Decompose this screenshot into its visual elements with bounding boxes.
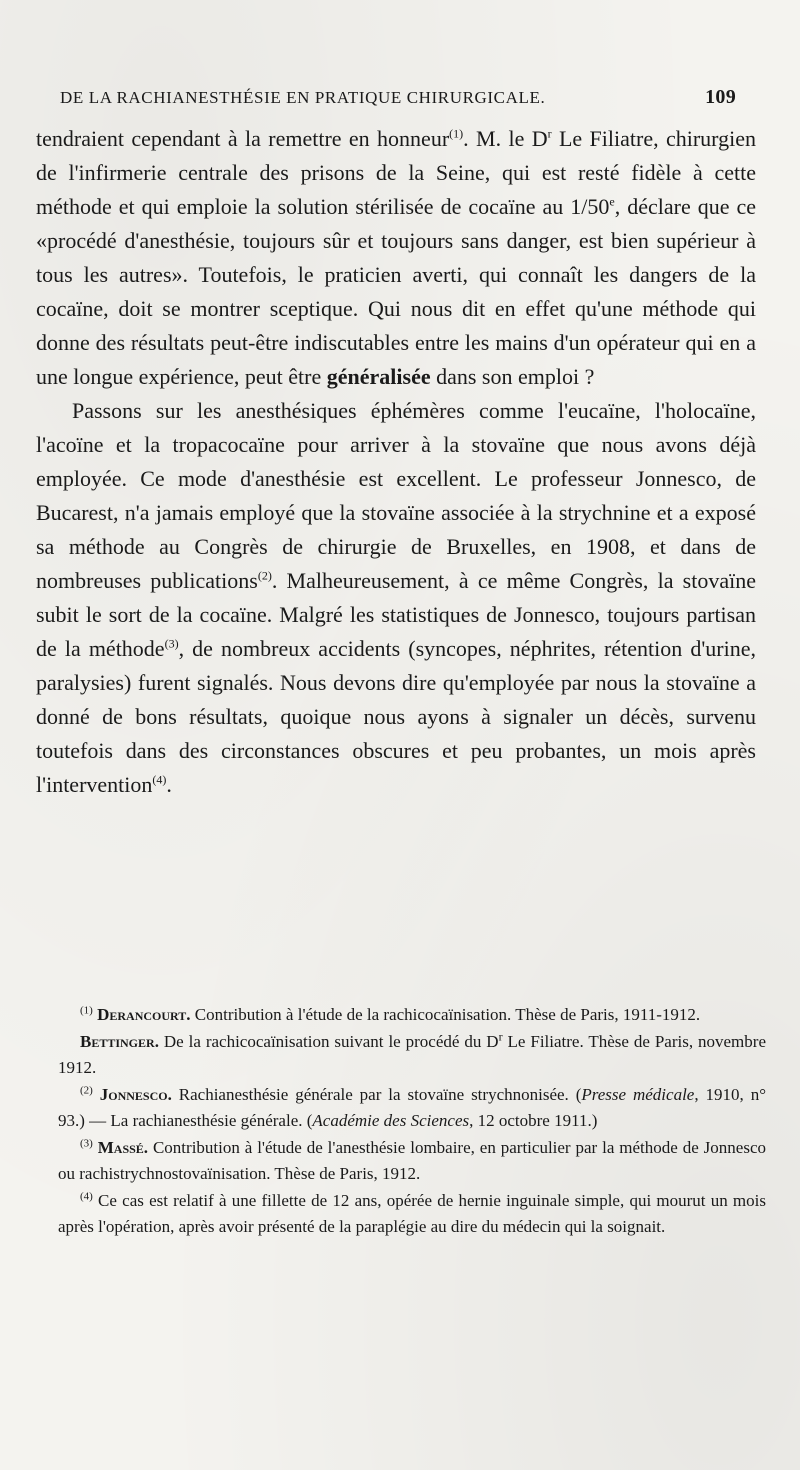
paragraph-2-text-d: .: [166, 772, 172, 797]
footnote-4: [58, 1188, 766, 1241]
footnote-ref-2: (2): [257, 568, 272, 583]
footnote-4-marker: (4): [80, 1189, 93, 1202]
footnote-1: [58, 1002, 766, 1029]
footnote-1-text-c: Le Filiatre. Thèse de Paris, novembre 1912.: [58, 1031, 766, 1077]
footnote-4-text: Ce cas est relatif à une fillette de 12 ans, opérée de hernie inguinale simple, qui mourut un mois après l'opération, après avoir présenté de la paraplégie au dire du médecin qui la soignait.: [58, 1190, 766, 1236]
paragraph-2-text-b: . Malheureusement, à ce même Congrès, la stovaïne subit le sort de la cocaïne. Malgré les statistiques de Jonnesco, toujours partisan de la méthode: [36, 568, 756, 661]
page-header: [60, 86, 736, 109]
footnote-1-author-a: Derancourt.: [97, 1005, 191, 1024]
body-text: [36, 122, 756, 802]
footnote-2-journal: Presse médicale: [581, 1084, 695, 1104]
footnote-ref-3: (3): [164, 636, 179, 651]
paragraph-1: [36, 122, 756, 394]
page-number: 109: [705, 86, 736, 108]
paragraph-1-text-e: dans son emploi ?: [430, 364, 595, 389]
footnote-1-text-b: De la rachicocaïnisation suivant le procédé du D: [158, 1031, 499, 1051]
footnote-2-text-c: , 12 octobre 1911.): [469, 1111, 598, 1130]
paragraph-2-text-c: , de nombreux accidents (syncopes, néphrites, rétention d'urine, paralysies) furent signalés. Nous devons dire qu'employée par nous la stovaïne a donné de bons résultats, quoique nous ayons à signaler un décès, survenu toutefois dans des circonstances obscures et peu probantes, un mois après l'intervention: [36, 636, 756, 797]
footnote-1b: [58, 1029, 766, 1082]
footnote-1-marker: (1): [80, 1004, 93, 1017]
footnote-3-author: Massé.: [97, 1137, 149, 1157]
bold-word: généralisée: [326, 364, 431, 389]
paragraph-1-text-b: . M. le D: [463, 126, 548, 151]
footnote-2-marker: (2): [80, 1083, 93, 1096]
paragraph-2: [36, 394, 756, 802]
footnote-2-text-a: Rachianesthésie générale par la stovaïne strychnonisée. (: [171, 1084, 582, 1104]
footnote-2: [58, 1082, 766, 1135]
footnote-3-marker: (3): [80, 1136, 93, 1149]
running-title: DE LA RACHIANESTHÉSIE EN PRATIQUE CHIRURGICALE.: [60, 88, 546, 107]
footnote-3: [58, 1135, 766, 1188]
footnote-2-journal-b: Académie des Sciences: [312, 1111, 470, 1130]
footnote-3-text: Contribution à l'étude de l'anesthésie lombaire, en particulier par la méthode de Jonnesco ou rachistrychnostovaïnisation. Thèse de Paris, 1912.: [58, 1137, 766, 1183]
paragraph-1-text-c: Le Filiatre, chirurgien de l'infirmerie centrale des prisons de la Seine, qui est resté fidèle à cette méthode et qui emploie la solution stérilisée de cocaïne au 1/50: [36, 126, 756, 219]
footnote-1-superscript-r: r: [498, 1028, 503, 1043]
footnote-ref-4: (4): [152, 772, 167, 787]
superscript-e: e: [609, 194, 615, 209]
paragraph-2-text-a: Passons sur les anesthésiques éphémères comme l'eucaïne, l'holocaïne, l'acoïne et la tropacocaïne pour arriver à la stovaïne que nous avons déjà employée. Ce mode d'anesthésie est excellent. Le professeur Jonnesco, de Bucarest, n'a jamais employé que la stovaïne associée à la strychnine et a exposé sa méthode au Congrès de chirurgie de Bruxelles, en 1908, et dans de nombreuses publications: [36, 398, 756, 593]
paragraph-1-text-d: , déclare que ce «procédé d'anesthésie, toujours sûr et toujours sans danger, est bien supérieur à tous les autres». Toutefois, le praticien averti, qui connaît les dangers de la cocaïne, doit se montrer sceptique. Qui nous dit en effet qu'une méthode qui donne des résultats peut-être indiscutables entre les mains d'un opérateur qui en a une longue expérience, peut être: [36, 194, 757, 389]
paragraph-1-text-a: tendraient cependant à la remettre en honneur: [36, 126, 450, 151]
footnote-2-text-b: , 1910, n° 93.) — La rachianesthésie générale. (: [58, 1084, 766, 1130]
footnote-1-text-a: Contribution à l'étude de la rachicocaïnisation. Thèse de Paris, 1911-1912.: [190, 1005, 701, 1024]
footnotes: [58, 1002, 766, 1241]
footnote-ref-1: (1): [449, 126, 464, 141]
footnote-2-author: Jonnesco.: [99, 1084, 172, 1104]
superscript-r: r: [547, 126, 552, 141]
footnote-1-author-b: Bettinger.: [80, 1031, 159, 1051]
